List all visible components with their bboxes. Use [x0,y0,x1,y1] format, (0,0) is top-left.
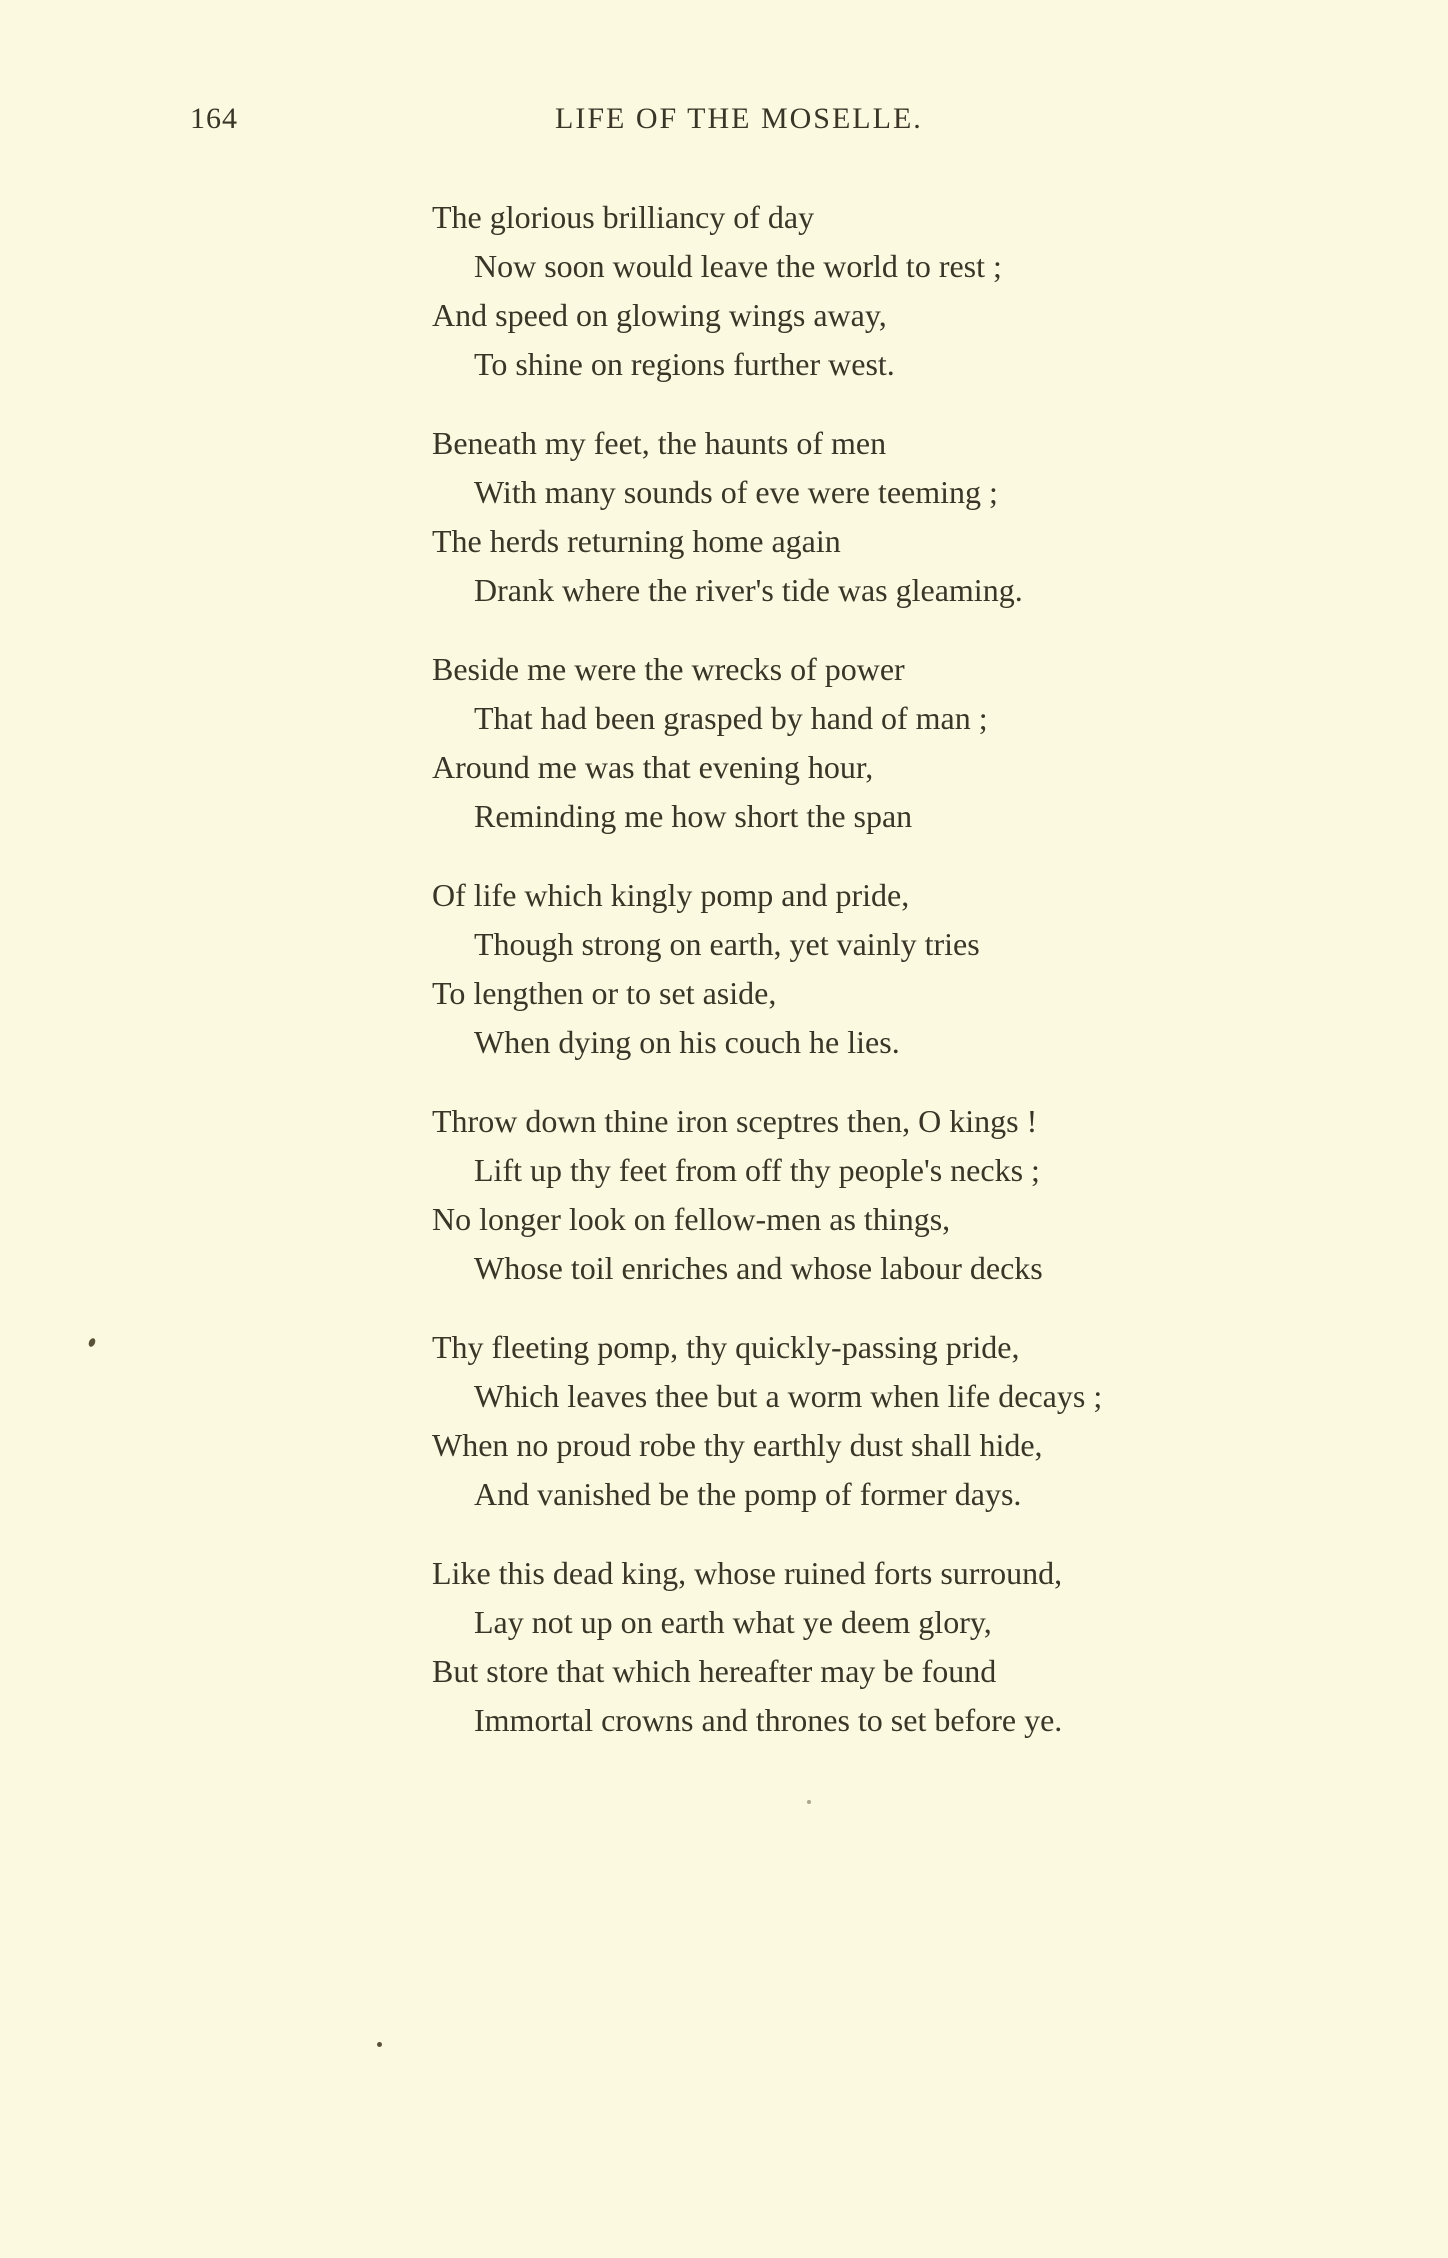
poem-line: Throw down thine iron sceptres then, O kings ! [432,1103,1038,1139]
poem-line: When dying on his couch he lies. [474,1024,900,1060]
running-head [190,102,1230,142]
poem-line: Lift up thy feet from off thy people's necks ; [474,1152,1040,1188]
poem-line: Reminding me how short the span [474,798,913,834]
poem-line: Beneath my feet, the haunts of men [432,425,887,461]
poem-line: Thy fleeting pomp, thy quickly-passing pride, [432,1329,1020,1365]
poem-line: With many sounds of eve were teeming ; [474,474,998,510]
stanza [432,1549,1332,1745]
page-number: 164 [190,102,238,135]
poem-line: That had been grasped by hand of man ; [474,700,988,736]
running-title: LIFE OF THE MOSELLE. [555,102,923,135]
poem-line: Beside me were the wrecks of power [432,651,905,687]
stanza [432,1097,1332,1293]
poem-line: Around me was that evening hour, [432,749,874,785]
stanza [432,645,1332,841]
poem-line: Of life which kingly pomp and pride, [432,877,910,913]
poem [432,193,1332,1775]
poem-line: But store that which hereafter may be found [432,1653,997,1689]
poem-line: To shine on regions further west. [474,346,895,382]
ink-speck [377,2042,382,2047]
stanza [432,1323,1332,1519]
poem-line: Lay not up on earth what ye deem glory, [474,1604,992,1640]
poem-line: The herds returning home again [432,523,841,559]
stanza [432,871,1332,1067]
poem-line: And vanished be the pomp of former days. [474,1476,1022,1512]
poem-line: Now soon would leave the world to rest ; [474,248,1002,284]
poem-line: Drank where the river's tide was gleaming. [474,572,1023,608]
ink-speck [807,1800,811,1804]
poem-line: Whose toil enriches and whose labour decks [474,1250,1043,1286]
poem-line: Like this dead king, whose ruined forts surround, [432,1555,1063,1591]
poem-line: Though strong on earth, yet vainly tries [474,926,980,962]
poem-line: When no proud robe thy earthly dust shall hide, [432,1427,1043,1463]
poem-line: No longer look on fellow-men as things, [432,1201,951,1237]
ink-speck [87,1337,96,1348]
poem-line: Immortal crowns and thrones to set before ye. [474,1702,1063,1738]
poem-line: Which leaves thee but a worm when life decays ; [474,1378,1103,1414]
poem-line: To lengthen or to set aside, [432,975,777,1011]
stanza [432,193,1332,389]
poem-line: And speed on glowing wings away, [432,297,887,333]
stanza [432,419,1332,615]
poem-line: The glorious brilliancy of day [432,199,815,235]
